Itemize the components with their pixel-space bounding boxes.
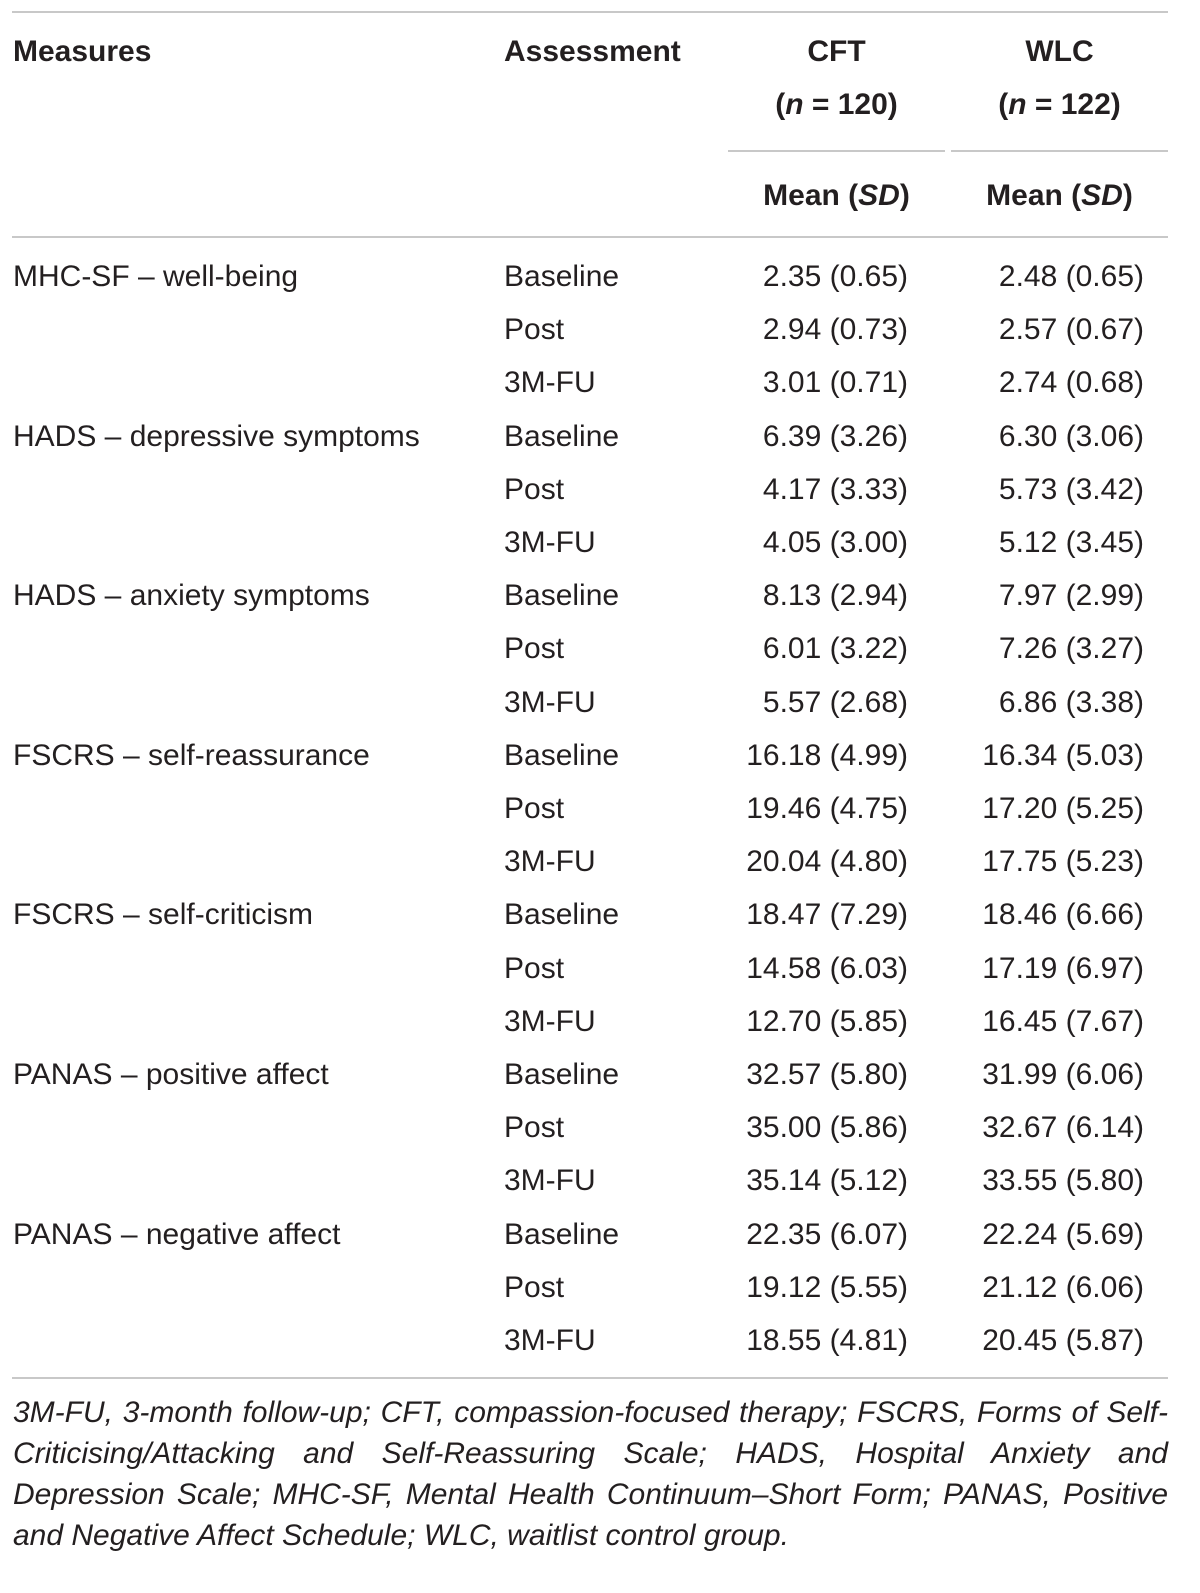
cell-measure: FSCRS – self-reassurance [13,739,370,772]
cell-assessment: Post [504,313,565,346]
cell-cft: 19.12 (5.55) [746,1271,908,1304]
cell-wlc: 18.46 (6.66) [982,898,1144,931]
table-footnote: 3M-FU, 3-month follow-up; CFT, compassion-focused therapy; FSCRS, Forms of Self-Criticising/Attacking and Self-Reassuring Scale; HADS, Hospital Anxiety and Depression Scale; MHC-SF, Mental Health Continuum–Short Form; PANAS, Positive and Negative Affect Schedule; WLC, waitlist control group. [13,1396,1168,1552]
cell-assessment: 3M-FU [504,526,596,559]
cell-assessment: Baseline [504,579,620,612]
header-bottom-rule [12,236,1168,238]
cell-wlc: 2.74 (0.68) [998,366,1144,399]
cell-assessment: Baseline [504,420,620,453]
header-wlc: WLC [1025,35,1094,68]
header-assessment: Assessment [504,35,681,68]
cell-wlc: 2.57 (0.67) [998,313,1144,346]
cell-cft: 12.70 (5.85) [746,1005,908,1038]
cell-cft: 2.94 (0.73) [762,313,908,346]
cell-cft: 22.35 (6.07) [746,1218,908,1251]
cell-cft: 6.01 (3.22) [762,632,908,665]
cell-wlc: 32.67 (6.14) [982,1111,1144,1144]
cell-assessment: 3M-FU [504,1005,596,1038]
cell-cft: 5.57 (2.68) [762,686,908,719]
cell-assessment: 3M-FU [504,686,596,719]
cell-measure: HADS – depressive symptoms [13,420,420,453]
cell-assessment: Baseline [504,739,620,772]
cell-assessment: Post [504,1271,565,1304]
cell-cft: 8.13 (2.94) [762,579,908,612]
cell-cft: 35.00 (5.86) [746,1111,908,1144]
cell-cft: 4.05 (3.00) [762,526,908,559]
cell-wlc: 7.97 (2.99) [998,579,1144,612]
cell-measure: MHC-SF – well-being [13,260,299,293]
cell-measure: PANAS – negative affect [13,1218,341,1251]
table-bottom-rule [12,1377,1168,1379]
wlc-subheader-rule [951,150,1168,152]
cft-subheader-rule [728,150,945,152]
cell-cft: 18.55 (4.81) [746,1324,908,1357]
header-wlc-stat: Mean (SD) [986,179,1133,212]
cell-cft: 14.58 (6.03) [746,952,908,985]
header-cft-stat: Mean (SD) [763,179,910,212]
cell-wlc: 17.20 (5.25) [982,792,1144,825]
cell-assessment: Baseline [504,898,620,931]
cell-cft: 35.14 (5.12) [746,1164,908,1197]
cell-assessment: 3M-FU [504,1164,596,1197]
cell-assessment: 3M-FU [504,845,596,878]
cell-wlc: 5.12 (3.45) [998,526,1144,559]
cell-cft: 3.01 (0.71) [762,366,908,399]
cell-assessment: Baseline [504,260,620,293]
cell-cft: 2.35 (0.65) [762,260,908,293]
cell-assessment: 3M-FU [504,1324,596,1357]
header-cft: CFT [807,35,866,68]
cell-assessment: Post [504,473,565,506]
n-symbol: n [785,88,804,121]
cell-cft: 16.18 (4.99) [746,739,908,772]
cell-wlc: 31.99 (6.06) [982,1058,1144,1091]
cell-measure: PANAS – positive affect [13,1058,329,1091]
cell-assessment: Baseline [504,1218,620,1251]
cell-wlc: 20.45 (5.87) [982,1324,1144,1357]
cell-cft: 19.46 (4.75) [746,792,908,825]
header-measures: Measures [13,35,152,68]
cell-wlc: 21.12 (6.06) [982,1271,1144,1304]
cell-wlc: 22.24 (5.69) [982,1218,1144,1251]
cell-wlc: 16.34 (5.03) [982,739,1144,772]
cell-cft: 6.39 (3.26) [762,420,908,453]
sd-symbol: SD [858,179,900,212]
cell-wlc: 17.75 (5.23) [982,845,1144,878]
cell-cft: 18.47 (7.29) [746,898,908,931]
cell-wlc: 2.48 (0.65) [998,260,1144,293]
sd-symbol: SD [1081,179,1123,212]
cell-assessment: Post [504,792,565,825]
n-symbol: n [1008,88,1027,121]
top-rule [12,11,1168,13]
cell-cft: 20.04 (4.80) [746,845,908,878]
cell-assessment: 3M-FU [504,366,596,399]
header-wlc-n: (n = 122) [998,88,1121,121]
cell-wlc: 16.45 (7.67) [982,1005,1144,1038]
cell-wlc: 33.55 (5.80) [982,1164,1144,1197]
cell-assessment: Baseline [504,1058,620,1091]
cell-assessment: Post [504,952,565,985]
cell-wlc: 5.73 (3.42) [998,473,1144,506]
cell-assessment: Post [504,632,565,665]
header-cft-n: (n = 120) [775,88,898,121]
cell-measure: FSCRS – self-criticism [13,898,314,931]
cell-wlc: 17.19 (6.97) [982,952,1144,985]
cell-measure: HADS – anxiety symptoms [13,579,370,612]
cell-cft: 4.17 (3.33) [762,473,908,506]
cell-assessment: Post [504,1111,565,1144]
cell-cft: 32.57 (5.80) [746,1058,908,1091]
cell-wlc: 7.26 (3.27) [998,632,1144,665]
cell-wlc: 6.86 (3.38) [998,686,1144,719]
cell-wlc: 6.30 (3.06) [998,420,1144,453]
